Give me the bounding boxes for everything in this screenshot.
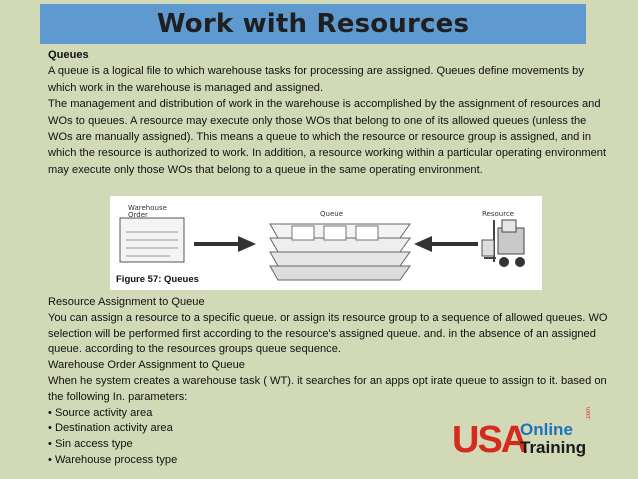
wo-paragraph: When he system creates a warehouse task ( WT). it searches for an apps opt irate queue to assign to it. based on the following In. parameters:	[48, 374, 607, 403]
figure-caption: Figure 57: Queues	[116, 274, 199, 285]
figure-label-order-2: Order	[128, 211, 148, 219]
queues-paragraph-1: A queue is a logical file to which warehouse tasks for processing are assigned. Queues define movements by which work in the warehouse is managed and assigned.	[48, 65, 584, 94]
figure-label-queue: Queue	[320, 210, 343, 218]
resource-heading: Resource Assignment to Queue	[48, 296, 205, 308]
queues-section	[48, 47, 608, 178]
queues-paragraph-2: The management and distribution of work in the warehouse is accomplished by the assignment of resources and WOs to queues. A resource may execute only those WOs that belong to one of its allowed queues (unless the WOs are manually assigned). This means a queue to which the resource or resource group is assigned, and in which the resource is authorized to work. In addition, a resource working within a particular operating environment may execute only those WOs that belong to a queue in the same operating environment.	[48, 98, 607, 176]
list-item: • Source activity area	[48, 406, 153, 419]
arrow-left-icon	[414, 236, 478, 252]
logo-online: Online	[520, 420, 573, 439]
title-bar	[40, 4, 586, 44]
list-item: • Warehouse process type	[48, 453, 178, 466]
list-item: • Destination activity area	[48, 422, 173, 435]
forklift-icon	[482, 220, 525, 267]
queues-heading: Queues	[48, 49, 89, 61]
page-title: Work with Resources	[156, 9, 470, 39]
usa-online-training-logo	[452, 406, 600, 466]
resource-paragraph: You can assign a resource to a specific queue. or assign its resource group to a sequence of allowed queues. WO selection will be performed first according to the resource's assigned queue. and. in the absence of an assigned queue. according to the resources groups queue sequence.	[48, 311, 608, 356]
logo-usa: USA	[452, 419, 527, 461]
queues-figure	[110, 196, 542, 290]
figure-label-order-1: Warehouse	[128, 204, 167, 212]
wo-heading: Warehouse Order Assignment to Queue	[48, 359, 245, 372]
logo-com: .com	[586, 406, 592, 420]
warehouse-order-icon	[120, 218, 184, 262]
figure-label-resource: Resource	[482, 210, 515, 218]
arrow-right-icon	[194, 236, 256, 252]
logo-training: Training	[520, 438, 587, 457]
list-item: • Sin access type	[48, 438, 133, 451]
queue-trays-icon	[270, 224, 410, 280]
